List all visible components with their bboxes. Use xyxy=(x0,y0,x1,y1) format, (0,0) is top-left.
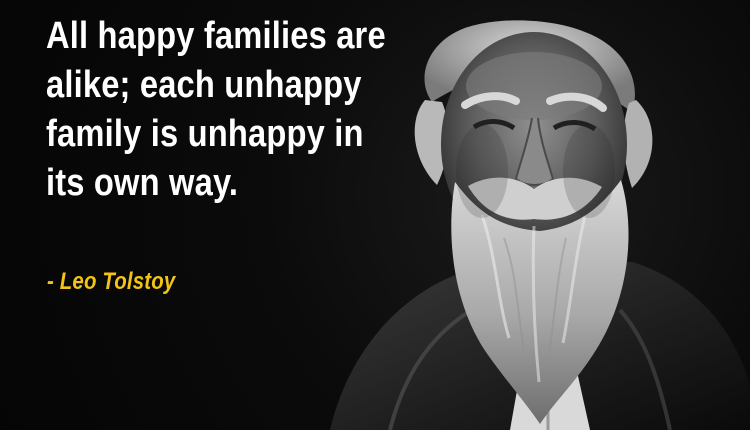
quote-line: alike; each unhappy xyxy=(46,64,362,106)
quote-line: its own way. xyxy=(46,162,239,204)
quote-line: All happy families are xyxy=(46,15,386,57)
quote-author: - Leo Tolstoy xyxy=(47,268,176,295)
quote-line: family is unhappy in xyxy=(46,113,364,155)
quote-text xyxy=(46,12,436,208)
